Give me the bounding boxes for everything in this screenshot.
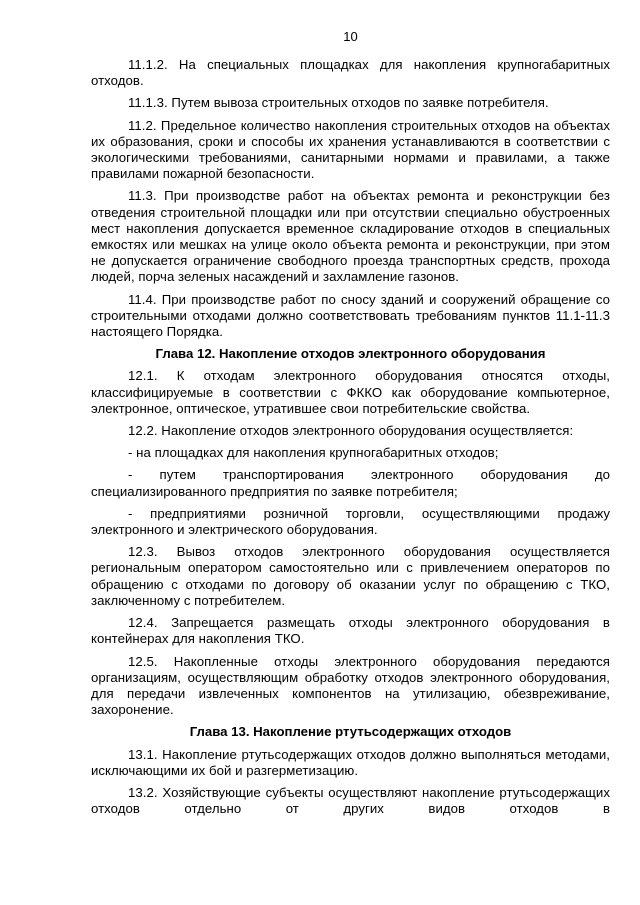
paragraph-12-3: 12.3. Вывоз отходов электронного оборудования осуществляется региональным оператором самостоятельно или с привлечением операторов по обращению с отходами по договору об оказании услуг по обращению с ТКО, заключенному с потребителем. [91, 544, 610, 608]
chapter-12-heading: Глава 12. Накопление отходов электронного оборудования [155, 346, 546, 362]
paragraph-13-2: 13.2. Хозяйствующие субъекты осуществляют накопление ртутьсодержащих отходов отдельно от других видов отходов в [91, 784, 610, 817]
paragraph-12-1: 12.1. К отходам электронного оборудования относятся отходы, классифицируемые в соответствии с ФККО как оборудование компьютерное, электронное, оптическое, утратившее свои потребительские свойства. [91, 368, 610, 416]
paragraph-11-1-2: 11.1.2. На специальных площадках для накопления крупногабаритных отходов. [91, 57, 610, 89]
paragraph-13-1: 13.1. Накопление ртутьсодержащих отходов должно выполняться методами, исключающими их бой и разгерметизацию. [91, 746, 610, 778]
chapter-13-heading: Глава 13. Накопление ртутьсодержащих отходов [189, 724, 512, 740]
paragraph-11-3: 11.3. При производстве работ на объектах ремонта и реконструкции без отведения строительной площадки или при отсутствии специально обустроенных мест накопления допускается временное складирование отходов в специальных емкостях или мешках на улице около объекта ремонта и реконструкции, при этом не допускается ограничение свободного проезда транспортных средств, прохода людей, порча зеленых насаждений и захламление газонов. [91, 188, 610, 285]
paragraph-11-4: 11.4. При производстве работ по сносу зданий и сооружений обращение со строительными отходами должно соответствовать требованиям пунктов 11.1-11.3 настоящего Порядка. [91, 291, 610, 340]
paragraph-12-5: 12.5. Накопленные отходы электронного оборудования передаются организациям, осуществляющим обработку отходов электронного оборудования, для передачи извлеченных компонентов на утилизацию, обезвреживание, захоронение. [91, 653, 610, 718]
list-item-transport: - путем транспортирования электронного оборудования до специализированного предприятия по заявке потребителя; [91, 467, 610, 499]
paragraph-11-1-3: 11.1.3. Путем вывоза строительных отходов по заявке потребителя. [128, 95, 549, 111]
list-item-retail: - предприятиями розничной торговли, осуществляющими продажу электронного и электрического оборудования. [91, 505, 610, 538]
page-number: 10 [343, 29, 358, 44]
paragraph-12-4: 12.4. Запрещается размещать отходы электронного оборудования в контейнерах для накопления ТКО. [91, 615, 610, 647]
list-item-sites: - на площадках для накопления крупногабаритных отходов; [128, 445, 499, 461]
document-page [91, 28, 610, 823]
paragraph-11-2: 11.2. Предельное количество накопления строительных отходов на объектах их образования, сроки и способы их хранения устанавливаются в соответствии с экологическими требованиями, санитарными нормами и правилами, а также правилами пожарной безопасности. [91, 117, 610, 182]
paragraph-12-2: 12.2. Накопление отходов электронного оборудования осуществляется: [128, 423, 574, 439]
